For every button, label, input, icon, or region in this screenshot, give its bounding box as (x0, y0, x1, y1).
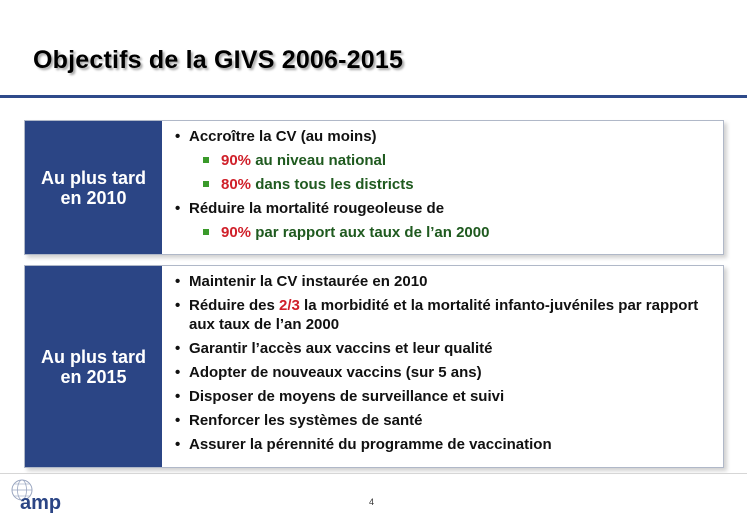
objectives-2015-list (173, 272, 717, 459)
amp-logo (10, 476, 70, 516)
square-bullet-icon (203, 157, 209, 163)
bullet-item: • Disposer de moyens de surveillance et suivi (173, 387, 717, 406)
page-number: 4 (369, 497, 375, 507)
bullet-item: • Garantir l’accès aux vaccins et leur qualité (173, 339, 717, 358)
deadline-label-line2: en 2015 (60, 366, 127, 387)
title-underline (0, 95, 747, 98)
square-bullet-icon (203, 229, 209, 235)
sub-bullet-item: 80% dans tous les districts (173, 175, 717, 199)
deadline-label-line1: Au plus tard (40, 346, 146, 367)
footer-divider (0, 473, 747, 474)
sub-bullet-item: 90% au niveau national (173, 151, 717, 175)
logo-text: amp (20, 492, 62, 514)
deadline-label-line2: en 2010 (60, 187, 127, 208)
square-bullet-icon (203, 181, 209, 187)
bullet-item: • Réduire des 2/3 la morbidité et la mortalité infanto-juvéniles par rapport aux taux de l’an 2000 (173, 296, 717, 334)
sub-bullet-item: 90% par rapport aux taux de l’an 2000 (173, 223, 717, 247)
deadline-label-2010 (25, 121, 162, 254)
objectives-2010-panel (24, 120, 724, 255)
bullet-item: • Accroître la CV (au moins) (173, 127, 717, 151)
bullet-item: • Réduire la mortalité rougeoleuse de (173, 199, 717, 223)
bullet-item: • Renforcer les systèmes de santé (173, 411, 717, 430)
bullet-item: • Assurer la pérennité du programme de vaccination (173, 435, 717, 454)
objectives-2010-list (173, 127, 717, 247)
bullet-item: • Adopter de nouveaux vaccins (sur 5 ans) (173, 363, 717, 382)
deadline-label-line1: Au plus tard (40, 167, 146, 188)
deadline-label-2015 (25, 266, 162, 467)
objectives-2015-panel (24, 265, 724, 468)
globe-icon (10, 476, 70, 516)
bullet-item: • Maintenir la CV instaurée en 2010 (173, 272, 717, 291)
slide-title: Objectifs de la GIVS 2006-2015 (33, 46, 404, 74)
